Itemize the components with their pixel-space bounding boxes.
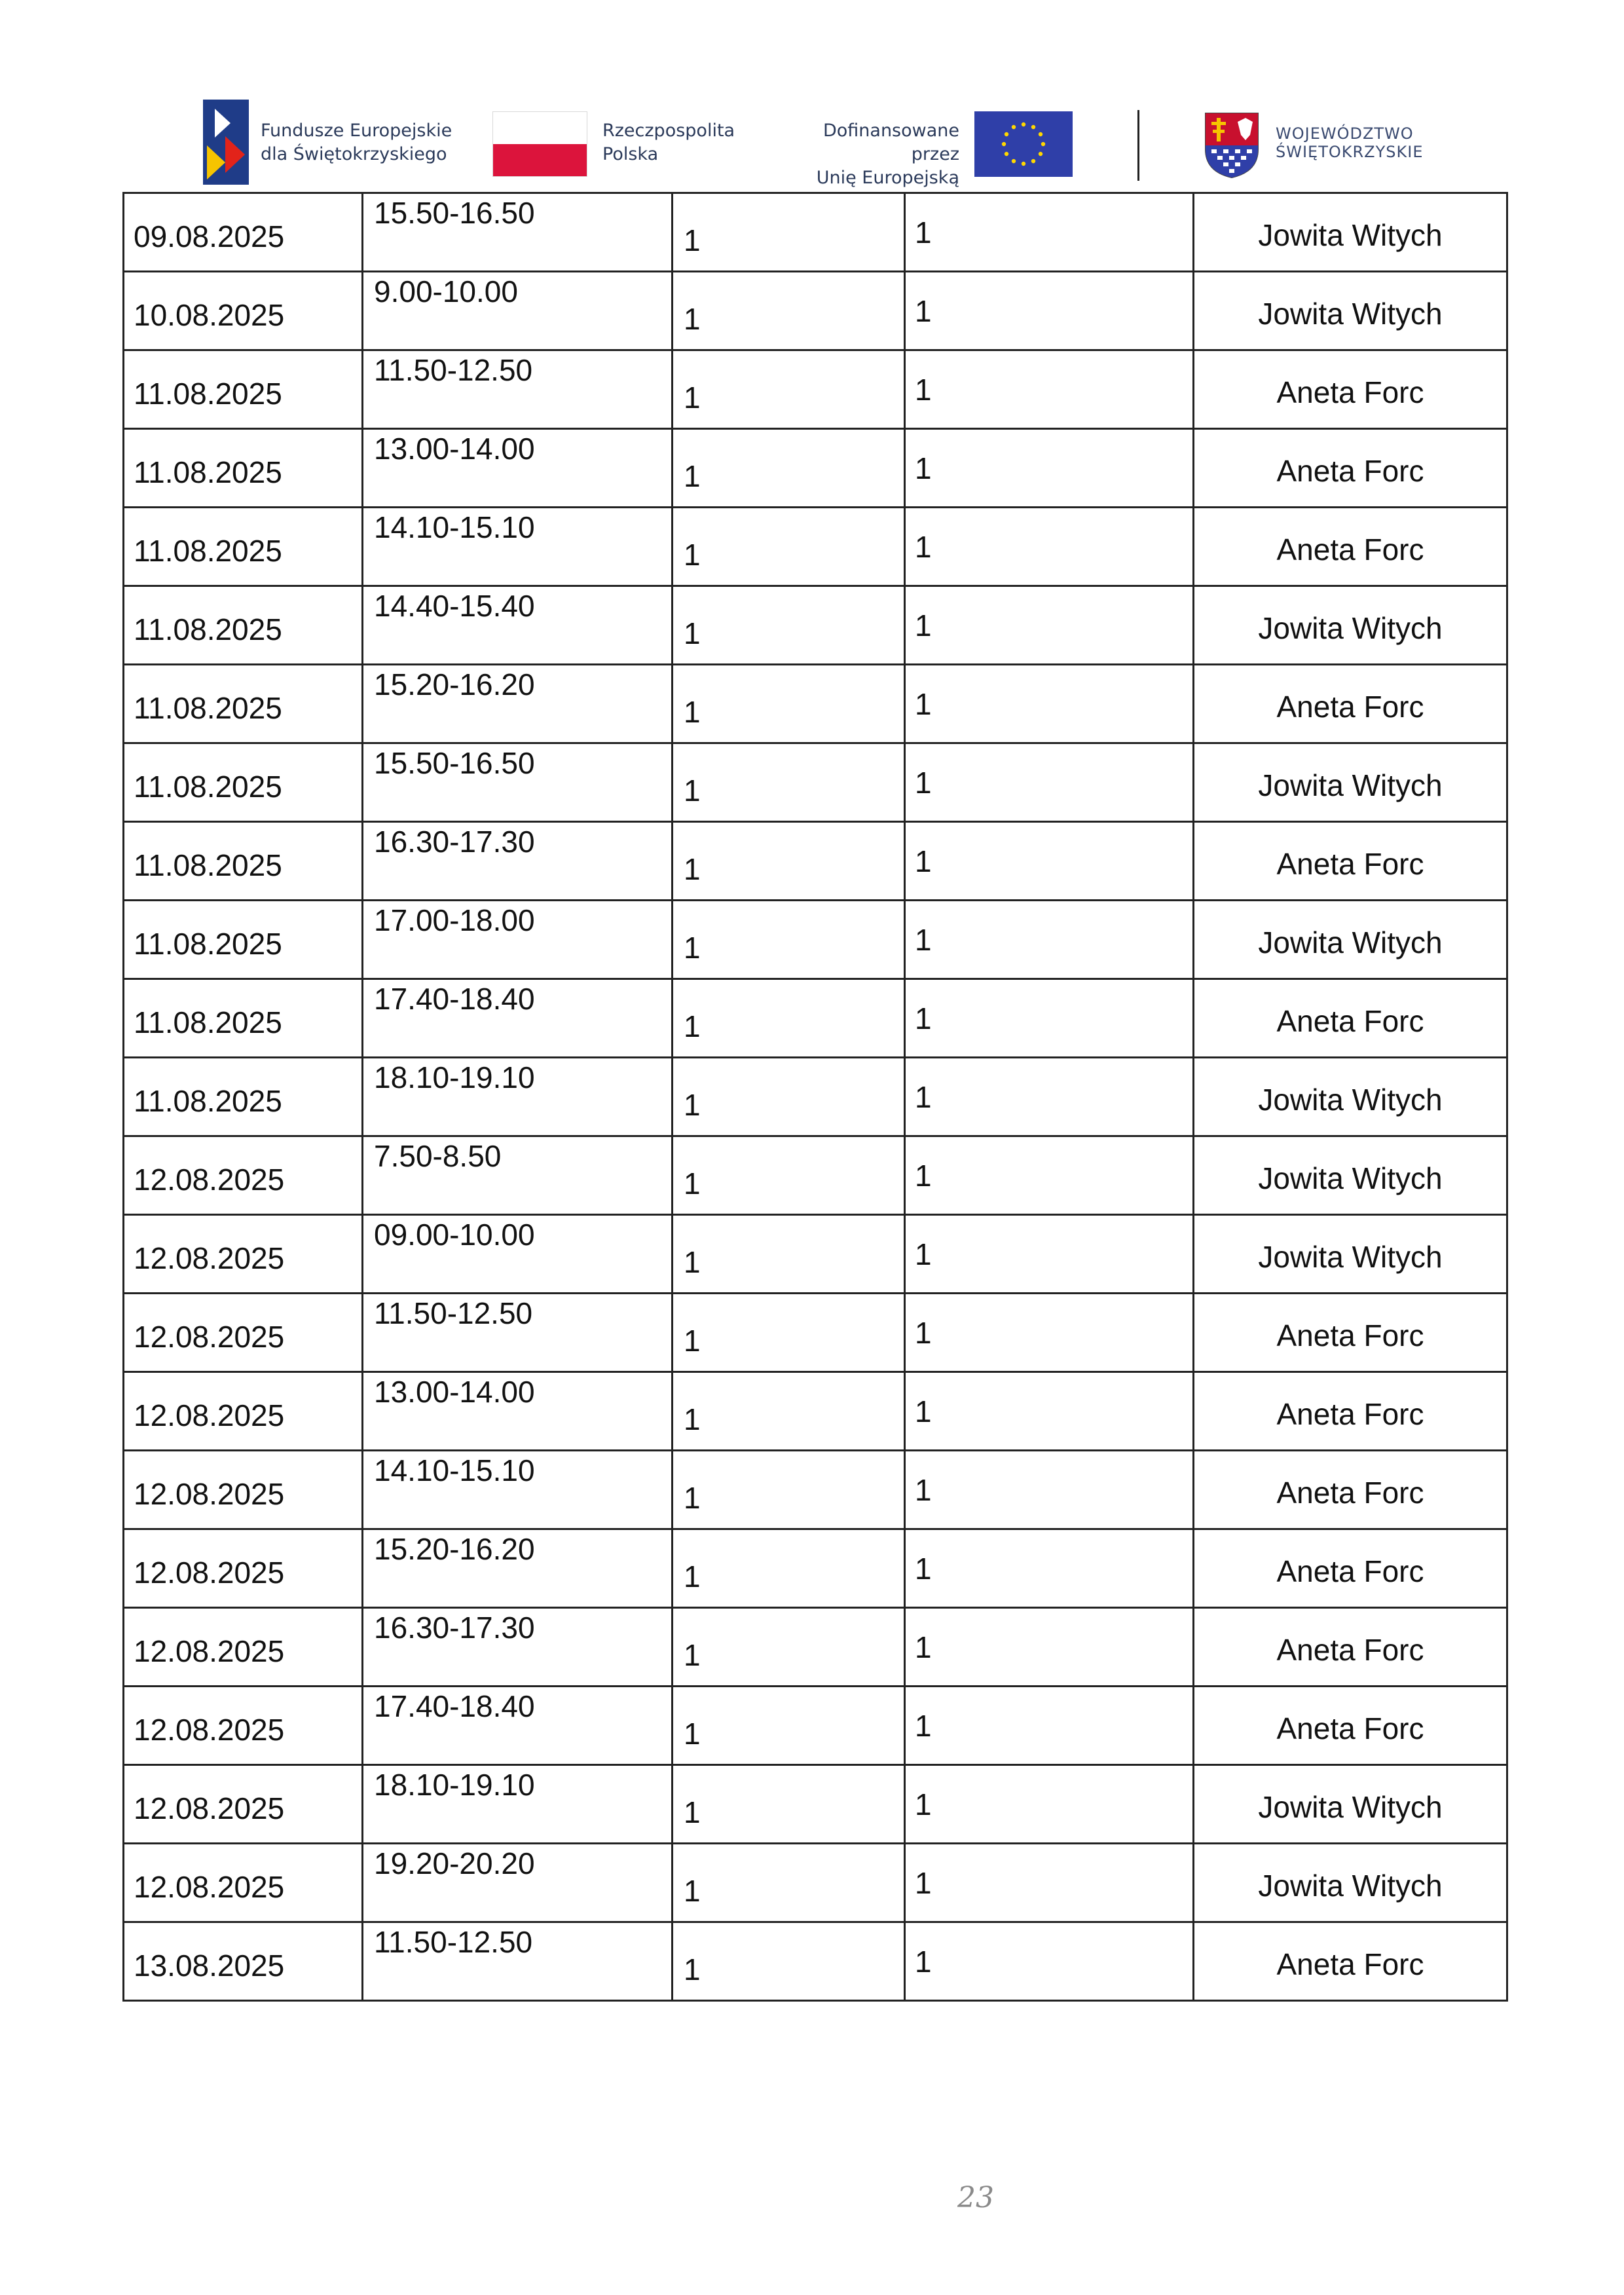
cell-count-2-value: 1	[915, 1630, 932, 1664]
cell-time	[363, 901, 673, 979]
cell-count-2-value: 1	[915, 373, 932, 407]
cell-name-value: Jowita Witych	[1258, 1790, 1443, 1824]
cell-date	[124, 665, 363, 743]
cell-name-value: Jowita Witych	[1258, 611, 1443, 645]
eu-star-icon	[1022, 162, 1025, 166]
cell-time-value: 13.00-14.00	[374, 1375, 535, 1409]
schedule-table	[122, 192, 1508, 2002]
cell-count-2-value: 1	[915, 1159, 932, 1193]
cell-count-2-value: 1	[915, 687, 932, 721]
cell-count-1-value: 1	[684, 1324, 701, 1358]
eu-star-icon	[1039, 152, 1043, 156]
table-row	[124, 1844, 1507, 1922]
cell-date	[124, 350, 363, 429]
cell-date	[124, 193, 363, 272]
cell-time-value: 11.50-12.50	[374, 1296, 533, 1330]
cell-count-2	[905, 350, 1194, 429]
cell-count-1-value: 1	[684, 538, 701, 572]
cell-date	[124, 429, 363, 508]
cell-date	[124, 1372, 363, 1451]
cell-date-value: 12.08.2025	[134, 1870, 285, 1904]
cell-count-1-value: 1	[684, 774, 701, 808]
cell-count-1-value: 1	[684, 1166, 701, 1201]
pl-logo-line1: Rzeczpospolita	[602, 121, 735, 141]
cell-name-value: Aneta Forc	[1276, 532, 1424, 567]
cell-date-value: 12.08.2025	[134, 1634, 285, 1668]
table-row	[124, 1687, 1507, 1765]
header-separator	[1137, 110, 1139, 181]
cell-name	[1194, 350, 1507, 429]
cell-count-2	[905, 508, 1194, 586]
cell-time-value: 14.10-15.10	[374, 1453, 535, 1487]
cell-count-1	[673, 743, 905, 822]
cell-count-1-value: 1	[684, 1952, 701, 1987]
cell-date	[124, 586, 363, 665]
pl-logo-line2: Polska	[602, 144, 659, 164]
cell-count-1-value: 1	[684, 1245, 701, 1279]
polish-flag-icon	[492, 111, 587, 177]
cell-time	[363, 1765, 673, 1844]
table-row	[124, 1529, 1507, 1608]
cell-name	[1194, 1922, 1507, 2001]
cell-time-value: 14.40-15.40	[374, 589, 535, 623]
cell-name-value: Aneta Forc	[1276, 454, 1424, 488]
cell-date	[124, 979, 363, 1058]
cell-count-2	[905, 1372, 1194, 1451]
cell-name-value: Jowita Witych	[1258, 768, 1443, 802]
cell-name-value: Jowita Witych	[1258, 925, 1443, 960]
cell-count-2	[905, 586, 1194, 665]
table-row	[124, 1294, 1507, 1372]
cell-time-value: 16.30-17.30	[374, 825, 535, 859]
table-row	[124, 1922, 1507, 2001]
table-row	[124, 665, 1507, 743]
table-row	[124, 429, 1507, 508]
cell-name	[1194, 1451, 1507, 1529]
cell-count-2	[905, 193, 1194, 272]
cell-time	[363, 1294, 673, 1372]
cell-count-1	[673, 901, 905, 979]
cell-time-value: 11.50-12.50	[374, 1925, 533, 1959]
cell-time-value: 09.00-10.00	[374, 1218, 535, 1252]
schedule-table-body	[124, 193, 1507, 2001]
cell-count-1	[673, 979, 905, 1058]
cell-count-2	[905, 272, 1194, 350]
cell-date-value: 11.08.2025	[134, 377, 282, 411]
cell-count-2	[905, 822, 1194, 901]
cell-count-2-value: 1	[915, 1709, 932, 1743]
cell-time	[363, 1136, 673, 1215]
cell-count-1-value: 1	[684, 1638, 701, 1672]
cell-name-value: Aneta Forc	[1276, 1004, 1424, 1038]
cell-count-1-value: 1	[684, 1795, 701, 1829]
cell-name-value: Aneta Forc	[1276, 690, 1424, 724]
cell-time-value: 15.20-16.20	[374, 667, 535, 701]
cell-count-2	[905, 1687, 1194, 1765]
cell-date-value: 11.08.2025	[134, 455, 282, 489]
cell-date	[124, 1136, 363, 1215]
cell-date	[124, 1844, 363, 1922]
swietokrzyskie-coat-of-arms-icon	[1204, 111, 1260, 179]
cell-count-2	[905, 1136, 1194, 1215]
cell-count-1	[673, 822, 905, 901]
table-row	[124, 586, 1507, 665]
cell-count-1	[673, 429, 905, 508]
cell-name-value: Aneta Forc	[1276, 847, 1424, 881]
cell-name-value: Aneta Forc	[1276, 1397, 1424, 1431]
fundusze-europejskie-logo-icon	[203, 100, 249, 185]
cell-date-value: 11.08.2025	[134, 1005, 282, 1039]
cell-count-1	[673, 1608, 905, 1687]
cell-date-value: 12.08.2025	[134, 1320, 285, 1354]
cell-name	[1194, 979, 1507, 1058]
cell-date-value: 11.08.2025	[134, 848, 282, 882]
cell-date-value: 11.08.2025	[134, 691, 282, 725]
cell-date-value: 11.08.2025	[134, 612, 282, 646]
cell-name	[1194, 1215, 1507, 1294]
cell-time-value: 9.00-10.00	[374, 274, 518, 308]
ue-logo-line1: Dofinansowane przez	[822, 121, 959, 164]
fe-logo-text	[261, 119, 452, 166]
cell-name	[1194, 743, 1507, 822]
eu-star-icon	[1041, 142, 1045, 146]
cell-count-2	[905, 1451, 1194, 1529]
table-row	[124, 508, 1507, 586]
cell-time	[363, 1687, 673, 1765]
cell-time	[363, 193, 673, 272]
cell-time-value: 7.50-8.50	[374, 1139, 502, 1173]
cell-date	[124, 1058, 363, 1136]
cell-count-2	[905, 1608, 1194, 1687]
cell-name-value: Aneta Forc	[1276, 1711, 1424, 1745]
cell-time	[363, 822, 673, 901]
cell-count-1	[673, 1922, 905, 2001]
cell-name	[1194, 1294, 1507, 1372]
cell-count-1	[673, 665, 905, 743]
cell-time-value: 17.40-18.40	[374, 982, 535, 1016]
cell-name	[1194, 1608, 1507, 1687]
cell-count-1	[673, 1372, 905, 1451]
cell-date-value: 11.08.2025	[134, 927, 282, 961]
cell-count-1-value: 1	[684, 381, 701, 415]
cell-count-1-value: 1	[684, 459, 701, 493]
cell-time-value: 17.40-18.40	[374, 1689, 535, 1723]
cell-date-value: 11.08.2025	[134, 1084, 282, 1118]
cell-date	[124, 272, 363, 350]
ue-logo-line2: Unię Europejską	[816, 168, 959, 188]
cell-count-2-value: 1	[915, 215, 932, 250]
cell-count-2	[905, 1922, 1194, 2001]
cell-time	[363, 586, 673, 665]
cell-time-value: 15.50-16.50	[374, 746, 535, 780]
table-row	[124, 1451, 1507, 1529]
cell-time-value: 15.20-16.20	[374, 1532, 535, 1566]
cell-name	[1194, 665, 1507, 743]
cell-name-value: Jowita Witych	[1258, 218, 1443, 252]
eu-star-icon	[1039, 132, 1043, 136]
cell-count-2-value: 1	[915, 608, 932, 643]
table-row	[124, 1058, 1507, 1136]
cell-name-value: Aneta Forc	[1276, 1476, 1424, 1510]
table-row	[124, 350, 1507, 429]
cell-name	[1194, 193, 1507, 272]
cell-count-1-value: 1	[684, 1481, 701, 1515]
cell-count-2	[905, 1294, 1194, 1372]
pl-logo-text	[602, 119, 735, 166]
eu-star-icon	[1012, 159, 1016, 163]
fe-logo-line2: dla Świętokrzyskiego	[261, 144, 447, 164]
eu-star-icon	[1022, 122, 1025, 126]
cell-count-2-value: 1	[915, 766, 932, 800]
cell-count-2-value: 1	[915, 1001, 932, 1036]
cell-date	[124, 822, 363, 901]
fe-logo-line1: Fundusze Europejskie	[261, 121, 452, 141]
cell-count-2-value: 1	[915, 530, 932, 564]
cell-time	[363, 1608, 673, 1687]
table-row	[124, 1608, 1507, 1687]
cell-count-1-value: 1	[684, 1009, 701, 1043]
cell-count-2-value: 1	[915, 1787, 932, 1821]
eu-star-icon	[1031, 159, 1035, 163]
cell-count-1	[673, 193, 905, 272]
eu-star-icon	[1012, 125, 1016, 129]
cell-count-2-value: 1	[915, 844, 932, 878]
cell-date	[124, 1608, 363, 1687]
cell-count-1-value: 1	[684, 1088, 701, 1122]
cell-name	[1194, 272, 1507, 350]
cell-count-1	[673, 508, 905, 586]
cell-count-1-value: 1	[684, 852, 701, 886]
cell-count-2-value: 1	[915, 1394, 932, 1428]
cell-date-value: 10.08.2025	[134, 298, 285, 332]
cell-date-value: 12.08.2025	[134, 1477, 285, 1511]
cell-time	[363, 665, 673, 743]
cell-count-2	[905, 1765, 1194, 1844]
cell-time	[363, 1529, 673, 1608]
cell-date-value: 12.08.2025	[134, 1398, 285, 1432]
cell-name	[1194, 1765, 1507, 1844]
cell-count-1	[673, 1451, 905, 1529]
cell-time-value: 19.20-20.20	[374, 1846, 535, 1880]
cell-count-1	[673, 1136, 905, 1215]
table-row	[124, 272, 1507, 350]
cell-count-2-value: 1	[915, 1473, 932, 1507]
cell-time	[363, 1058, 673, 1136]
cell-name-value: Jowita Witych	[1258, 1869, 1443, 1903]
cell-name	[1194, 586, 1507, 665]
cell-count-1-value: 1	[684, 223, 701, 257]
cell-count-2	[905, 1058, 1194, 1136]
cell-date-value: 12.08.2025	[134, 1163, 285, 1197]
cell-count-1	[673, 1765, 905, 1844]
cell-date-value: 13.08.2025	[134, 1949, 285, 1983]
cell-count-2-value: 1	[915, 294, 932, 328]
cell-name-value: Aneta Forc	[1276, 1554, 1424, 1588]
cell-date	[124, 1687, 363, 1765]
cell-time	[363, 1372, 673, 1451]
cell-date-value: 12.08.2025	[134, 1713, 285, 1747]
cell-count-1	[673, 350, 905, 429]
cell-time-value: 11.50-12.50	[374, 353, 533, 387]
cell-count-1	[673, 1529, 905, 1608]
cell-count-1-value: 1	[684, 302, 701, 336]
table-row	[124, 743, 1507, 822]
table-row	[124, 1372, 1507, 1451]
cell-name-value: Jowita Witych	[1258, 297, 1443, 331]
cell-name-value: Aneta Forc	[1276, 1947, 1424, 1981]
cell-name-value: Jowita Witych	[1258, 1083, 1443, 1117]
cell-date	[124, 901, 363, 979]
cell-count-2-value: 1	[915, 1080, 932, 1114]
cell-name	[1194, 1058, 1507, 1136]
cell-count-1-value: 1	[684, 1874, 701, 1908]
cell-date	[124, 508, 363, 586]
cell-name	[1194, 1529, 1507, 1608]
cell-count-2	[905, 901, 1194, 979]
cell-time	[363, 508, 673, 586]
table-row	[124, 979, 1507, 1058]
cell-count-2-value: 1	[915, 1316, 932, 1350]
table-row	[124, 901, 1507, 979]
cell-time-value: 15.50-16.50	[374, 196, 535, 230]
table-row	[124, 193, 1507, 272]
cell-count-2	[905, 743, 1194, 822]
cell-name	[1194, 901, 1507, 979]
cell-date-value: 11.08.2025	[134, 770, 282, 804]
table-row	[124, 822, 1507, 901]
cell-time	[363, 743, 673, 822]
cell-count-1-value: 1	[684, 1402, 701, 1436]
cell-count-2-value: 1	[915, 451, 932, 485]
table-row	[124, 1136, 1507, 1215]
cell-time	[363, 1215, 673, 1294]
cell-count-1	[673, 272, 905, 350]
cell-count-1	[673, 1687, 905, 1765]
cell-count-1-value: 1	[684, 616, 701, 650]
cell-name	[1194, 508, 1507, 586]
wojewodztwo-line2: ŚWIĘTOKRZYSKIE	[1276, 143, 1424, 161]
cell-name	[1194, 429, 1507, 508]
cell-count-1	[673, 1294, 905, 1372]
cell-time	[363, 429, 673, 508]
page-number: 23	[957, 2181, 994, 2214]
cell-date	[124, 1529, 363, 1608]
cell-name	[1194, 1372, 1507, 1451]
cell-time	[363, 1451, 673, 1529]
cell-count-1-value: 1	[684, 931, 701, 965]
wojewodztwo-line1: WOJEWÓDZTWO	[1276, 124, 1414, 143]
eu-star-icon	[1002, 142, 1006, 146]
cell-count-2-value: 1	[915, 923, 932, 957]
cell-name-value: Aneta Forc	[1276, 375, 1424, 409]
cell-date-value: 09.08.2025	[134, 219, 285, 253]
cell-date	[124, 1765, 363, 1844]
wojewodztwo-logo-text	[1276, 124, 1424, 161]
cell-time	[363, 1922, 673, 2001]
cell-count-1	[673, 1058, 905, 1136]
cell-time-value: 13.00-14.00	[374, 432, 535, 466]
cell-count-1-value: 1	[684, 1559, 701, 1594]
page-header	[0, 0, 1624, 196]
cell-name	[1194, 1844, 1507, 1922]
cell-time-value: 16.30-17.30	[374, 1611, 535, 1645]
cell-time	[363, 272, 673, 350]
cell-time-value: 17.00-18.00	[374, 903, 535, 937]
cell-count-1	[673, 1844, 905, 1922]
eu-star-icon	[1031, 125, 1035, 129]
cell-count-2	[905, 979, 1194, 1058]
cell-name-value: Aneta Forc	[1276, 1633, 1424, 1667]
cell-count-2	[905, 429, 1194, 508]
eu-star-icon	[1005, 152, 1008, 156]
table-row	[124, 1215, 1507, 1294]
cell-count-2-value: 1	[915, 1945, 932, 1979]
cell-count-2-value: 1	[915, 1237, 932, 1271]
cell-date	[124, 1451, 363, 1529]
cell-date	[124, 1215, 363, 1294]
cell-count-2	[905, 1529, 1194, 1608]
cell-date	[124, 1922, 363, 2001]
cell-name-value: Jowita Witych	[1258, 1240, 1443, 1274]
cell-name	[1194, 1136, 1507, 1215]
cell-name-value: Aneta Forc	[1276, 1318, 1424, 1353]
cell-name	[1194, 822, 1507, 901]
cell-time-value: 14.10-15.10	[374, 510, 535, 544]
cell-time-value: 18.10-19.10	[374, 1768, 535, 1802]
ue-logo-text	[773, 119, 959, 190]
cell-date-value: 12.08.2025	[134, 1241, 285, 1275]
cell-count-2-value: 1	[915, 1552, 932, 1586]
cell-name-value: Jowita Witych	[1258, 1161, 1443, 1195]
cell-time	[363, 1844, 673, 1922]
cell-count-1	[673, 586, 905, 665]
cell-name	[1194, 1687, 1507, 1765]
cell-count-1	[673, 1215, 905, 1294]
cell-date-value: 12.08.2025	[134, 1791, 285, 1825]
table-row	[124, 1765, 1507, 1844]
cell-time	[363, 350, 673, 429]
cell-count-1-value: 1	[684, 1717, 701, 1751]
cell-count-1-value: 1	[684, 695, 701, 729]
cell-date	[124, 1294, 363, 1372]
schedule-table-wrapper	[122, 192, 1508, 2002]
cell-count-2	[905, 1215, 1194, 1294]
eu-star-icon	[1005, 132, 1008, 136]
cell-date	[124, 743, 363, 822]
cell-date-value: 11.08.2025	[134, 534, 282, 568]
cell-count-2	[905, 665, 1194, 743]
cell-time-value: 18.10-19.10	[374, 1060, 535, 1094]
cell-time	[363, 979, 673, 1058]
eu-flag-icon	[974, 111, 1073, 177]
cell-count-2-value: 1	[915, 1866, 932, 1900]
cell-date-value: 12.08.2025	[134, 1556, 285, 1590]
cell-count-2	[905, 1844, 1194, 1922]
